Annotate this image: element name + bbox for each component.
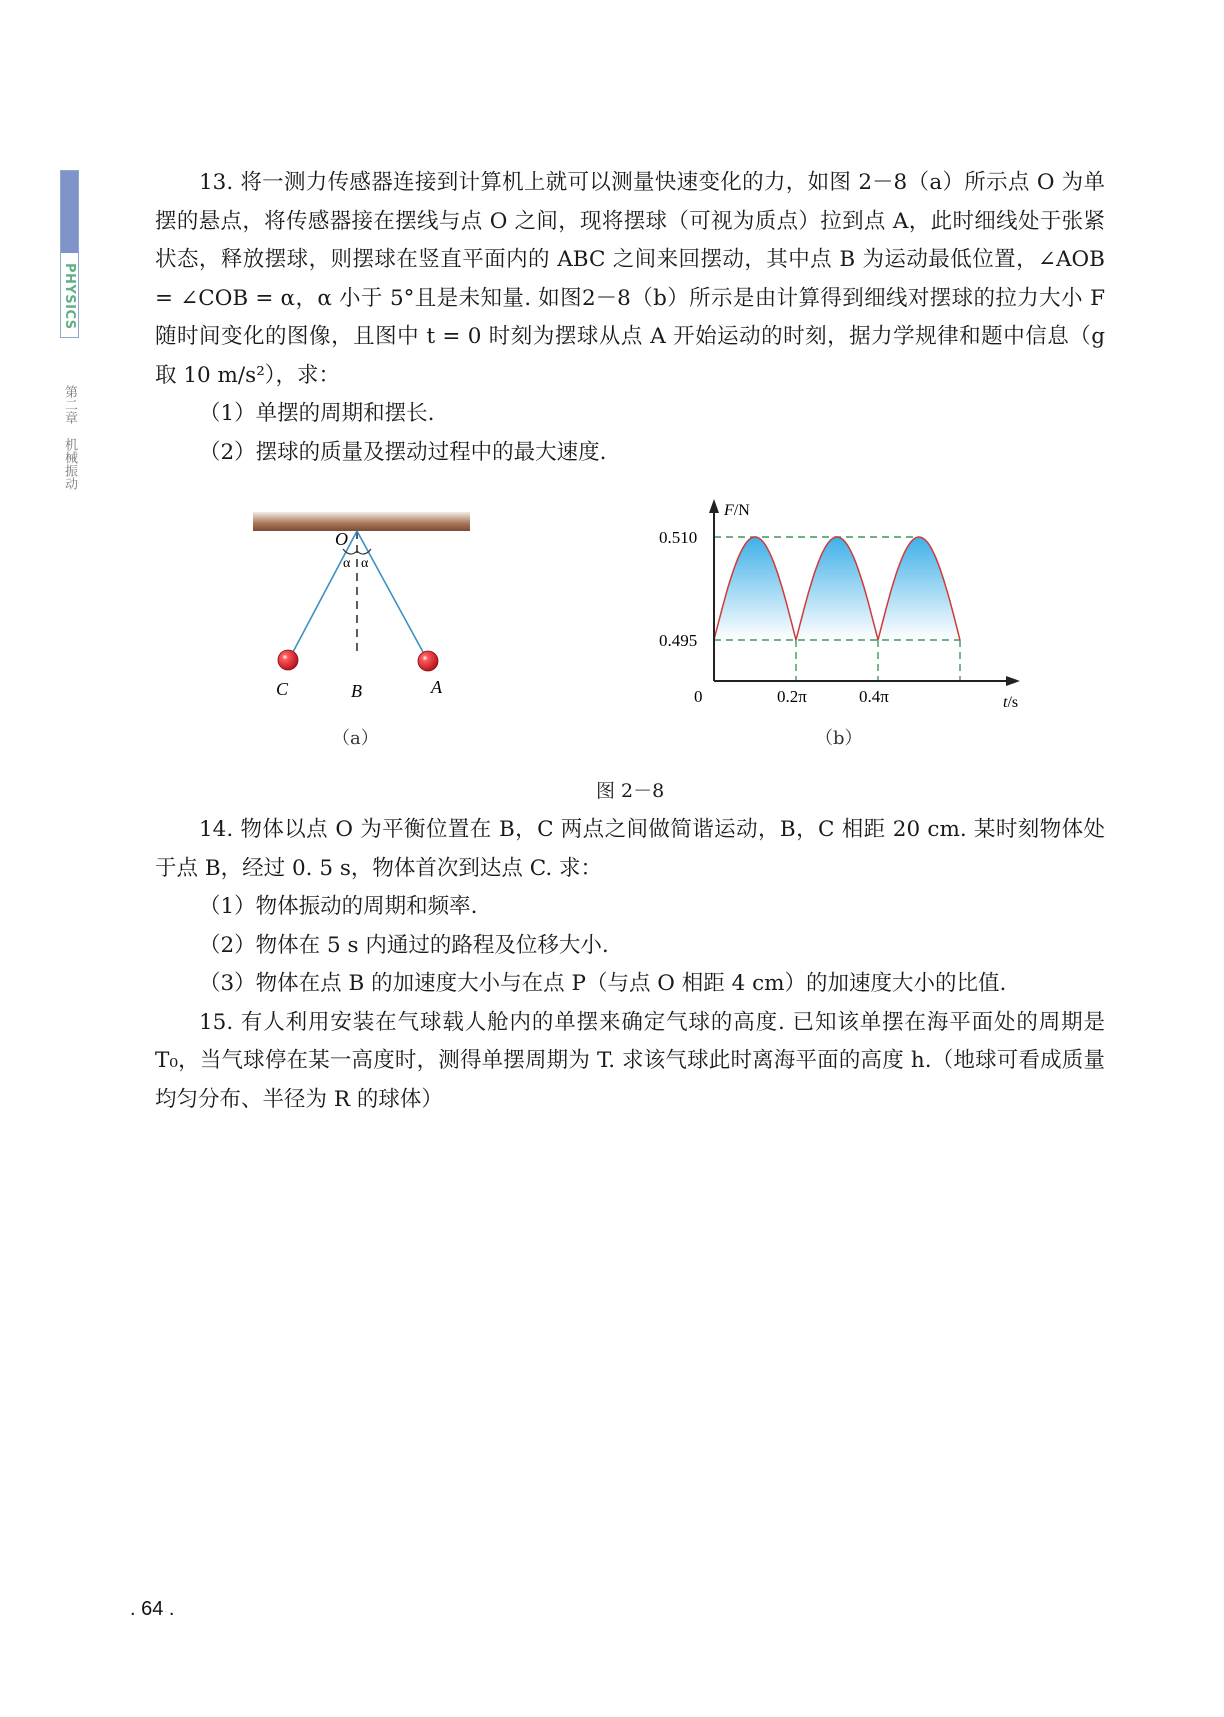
string-to-c [293,531,357,652]
force-time-chart [640,495,1040,720]
problem-13-text: 13. 将一测力传感器连接到计算机上就可以测量快速变化的力，如图 2－8（a）所示点 O 为单摆的悬点，将传感器接在摆线与点 O 之间，现将摆球（可视为质点）拉到点 A，此时细线处于张紧状态，释放摆球，则摆球在竖直平面内的 ABC 之间来回摆动，其中点 B 为运动最低位置，∠AOB = ∠COB = α，α 小于 5°且是未知量. 如图2－8（b）所示是由计算得到细线对摆球的拉力大小 F 随时间变化的图像，且图中 t = 0 时刻为摆球从点 A 开始运动的时刻，据力学规律和题中信息（g 取 10 m/s²），求： [155,170,1105,388]
y-tick-0495: 0.495 [659,631,698,650]
ball-a [418,651,438,671]
curve-fill-0 [714,537,796,640]
x-tick-02pi: 0.2π [777,687,807,706]
problem-14 [155,811,1105,1119]
curve-fill-2 [878,537,960,640]
x-tick-0: 0 [694,687,703,706]
x-tick-04pi: 0.4π [859,687,889,706]
ball-c [278,650,298,670]
chapter-label [60,385,78,490]
string-to-a [357,531,423,652]
problem-14-q1: （1）物体振动的周期和频率. [199,894,478,919]
label-b: B [351,681,362,701]
figure-title: 图 2－8 [596,780,665,802]
problem-13 [155,164,1105,472]
y-axis-label: F/N [724,502,750,519]
figure-b-caption: （b） [815,728,863,749]
figure-a-caption: （a） [332,728,379,749]
label-o: O [335,529,348,549]
angle-label-right: α [361,556,369,571]
page-number: . 64 . [130,1598,175,1620]
chapter-number: 第二章 [62,385,77,424]
x-axis-arrow-icon [1006,676,1020,686]
problem-13-q1: （1）单摆的周期和摆长. [199,401,435,426]
ceiling [253,512,470,531]
pendulum-diagram [240,500,490,710]
curve-fill-1 [796,537,878,640]
problem-14-text: 14. 物体以点 O 为平衡位置在 B，C 两点之间做简谐运动，B，C 相距 20 cm. 某时刻物体处于点 B，经过 0. 5 s，物体首次到达点 C. 求： [155,817,1105,881]
subject-tab-color-block [61,171,78,253]
x-axis-label: t/s [1003,694,1019,711]
angle-label-left: α [343,556,351,571]
subject-tab [60,170,79,338]
y-axis-arrow-icon [709,499,719,513]
subject-label: PHYSICS [62,262,77,330]
problem-14-q2: （2）物体在 5 s 内通过的路程及位移大小. [199,932,609,958]
y-tick-0510: 0.510 [659,528,698,547]
subject-label-wrap [61,257,78,335]
problem-15-text: 15. 有人利用安装在气球载人舱内的单摆来确定气球的高度. 已知该单摆在海平面处的周期是 T₀，当气球停在某一高度时，测得单摆周期为 T. 求该气球此时离海平面的高度 h.（地球可看成质量均匀分布、半径为 R 的球体） [155,1009,1105,1112]
curve-fill-group [714,537,960,640]
label-c: C [276,679,289,699]
problem-14-q3: （3）物体在点 B 的加速度大小与在点 P（与点 O 相距 4 cm）的加速度大小的比值. [199,971,1007,996]
chapter-title: 机械振动 [62,438,77,490]
label-a: A [431,677,442,697]
problem-13-q2: （2）摆球的质量及摆动过程中的最大速度. [199,439,607,465]
